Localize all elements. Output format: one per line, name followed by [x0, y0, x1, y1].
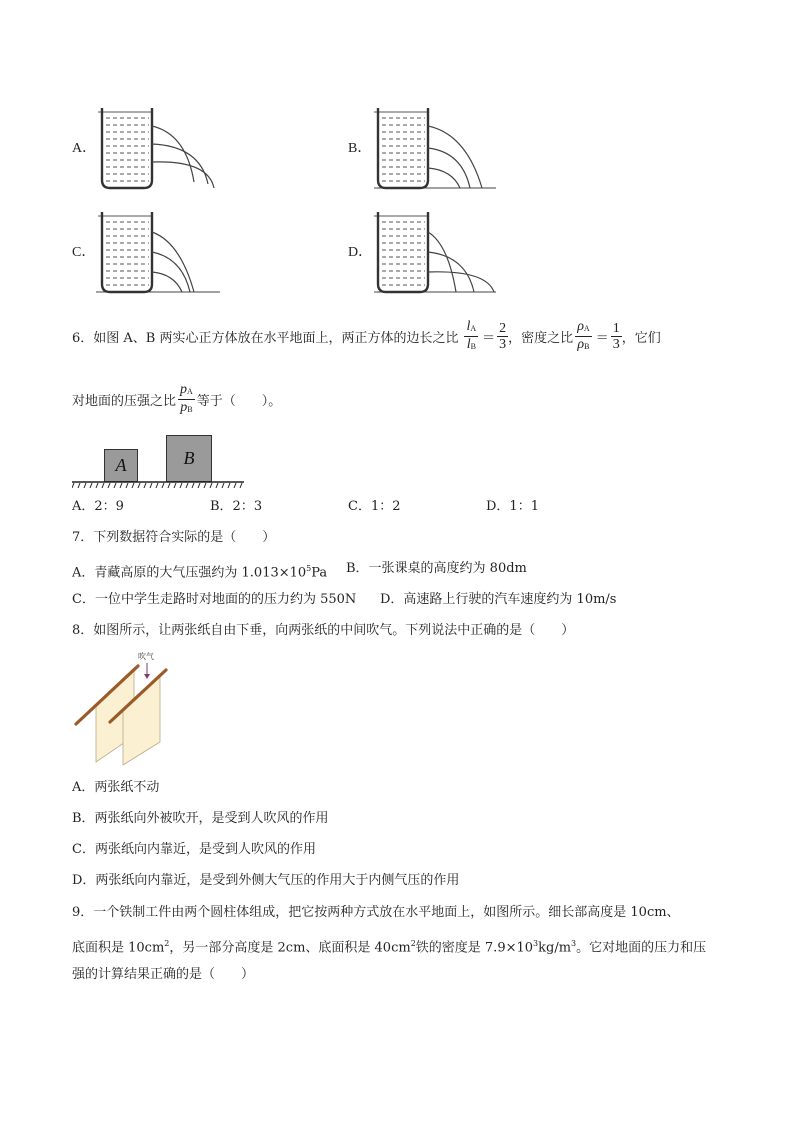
q5-diagram-c [90, 208, 250, 296]
container-a [98, 108, 214, 188]
q6-stem-text: 6．如图 A、B 两实心正方体放在水平地面上，两正方体的边长之比 [72, 330, 459, 346]
density-ratio-value: $\frac{1}{3}$ [612, 320, 620, 352]
cube-b: B [166, 435, 212, 482]
q6-option-c[interactable]: C．1：2 [348, 499, 401, 514]
q8-stem: 8．如图所示，让两张纸自由下垂，向两张纸的中间吹气。下列说法中正确的是（ ） [72, 623, 575, 638]
q8-option-c[interactable]: C．两张纸向内靠近，是受到人吹风的作用 [72, 842, 316, 857]
q8-diagram [72, 650, 182, 768]
q9-stem-line3: 强的计算结果正确的是（ ） [72, 967, 255, 982]
q5-diagram-d [366, 208, 526, 296]
q5-option-d-label: D． [348, 245, 373, 260]
q8-option-b[interactable]: B．两张纸向外被吹开，是受到人吹风的作用 [72, 811, 329, 826]
q6-stem-line2: 对地面的压强之比 $\frac{pA}{pB}$ 等于（ ）。 [72, 381, 282, 415]
q6-option-b[interactable]: B．2：3 [210, 499, 263, 514]
length-ratio-fraction: $\frac{lA}{lB}$ [466, 318, 477, 352]
blow-label: 吹气 [138, 652, 154, 661]
q5-diagram-b [366, 104, 526, 192]
q7-option-b[interactable]: B．一张课桌的高度约为 80dm [346, 561, 527, 576]
q7-option-c[interactable]: C．一位中学生走路时对地面的的压力约为 550N [72, 592, 357, 607]
q7-stem: 7．下列数据符合实际的是（ ） [72, 530, 276, 545]
density-ratio-fraction: $\frac{\rho A}{\rho B}$ [577, 318, 590, 352]
q5-diagram-a [90, 104, 250, 192]
cube-a: A [104, 449, 138, 482]
length-ratio-value: $\frac{2}{3}$ [499, 320, 507, 352]
q8-option-a[interactable]: A．两张纸不动 [72, 780, 160, 795]
q7-option-d[interactable]: D．高速路上行驶的汽车速度约为 10m/s [380, 592, 617, 607]
q6-diagram [72, 432, 248, 488]
q5-option-b-label: B． [348, 141, 372, 156]
q6-option-a[interactable]: A．2：9 [72, 499, 124, 514]
q8-option-d[interactable]: D．两张纸向内靠近，是受到外侧大气压的作用大于内侧气压的作用 [72, 873, 460, 888]
q9-stem-line1: 9．一个铁制工件由两个圆柱体组成，把它按两种方式放在水平地面上，如图所示。细长部高度是 10cm、 [72, 905, 680, 920]
ground-hatch [72, 481, 248, 489]
q6-stem-line1: 6．如图 A、B 两实心正方体放在水平地面上，两正方体的边长之比 $\frac{lA}{lB}$ ＝ $\frac{2}{3}$ ，密度之比 $\frac{\rho A}{\rho B}$ ＝ $\frac{1}{3}$ ，它们 [72, 318, 661, 352]
pressure-ratio-fraction: $\frac{pA}{pB}$ [180, 381, 193, 415]
q5-option-c-label: C． [72, 245, 96, 260]
q5-option-a-label: A． [72, 141, 97, 156]
q7-option-a[interactable]: A．青藏高原的大气压强约为 $1.013\times 10^5Pa$ [72, 564, 328, 581]
paper-sheets-illustration [72, 650, 182, 768]
q9-stem-line2: 底面积是 $10cm^2$，另一部分高度是 2cm、底面积是 $40cm^2$铁的密度是 $7.9\times 10^3kg/m^3$。它对地面的压力和压 [72, 939, 707, 956]
q6-option-d[interactable]: D．1：1 [486, 499, 539, 514]
